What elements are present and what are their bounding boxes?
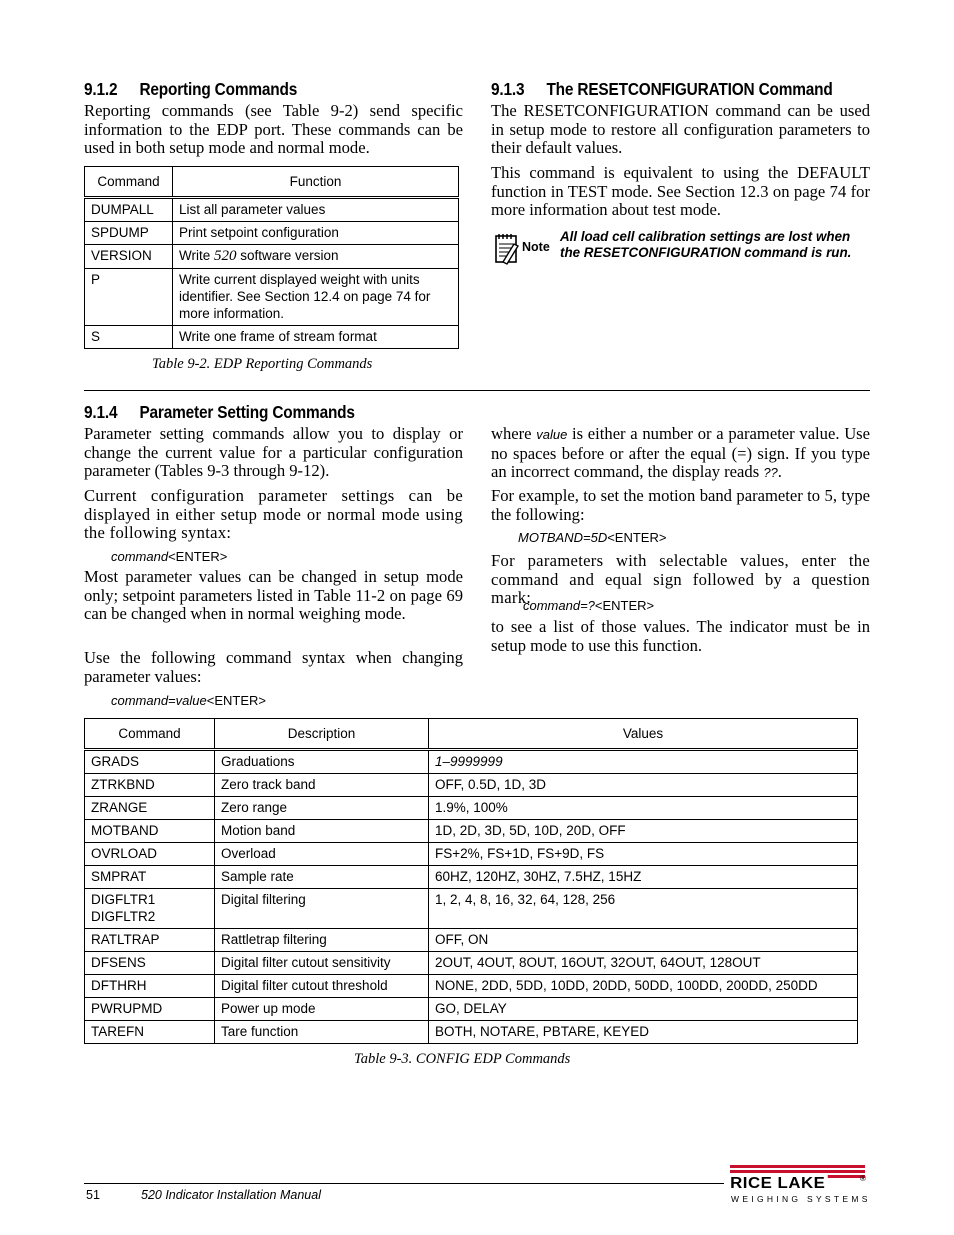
table-9-3 — [84, 718, 858, 1044]
section-title: Reporting Commands — [139, 79, 298, 99]
manual-title: 520 Indicator Installation Manual — [141, 1188, 321, 1202]
cell-description: Sample rate — [215, 866, 429, 889]
rice-lake-logo — [728, 1165, 870, 1205]
cell-command: SMPRAT — [85, 866, 215, 889]
cell-description: Rattletrap filtering — [215, 929, 429, 952]
cell-description: Motion band — [215, 820, 429, 843]
cell-description: Zero range — [215, 797, 429, 820]
page-number: 51 — [86, 1188, 100, 1202]
resetconfig-paragraph-2: This command is equivalent to using the DEFAULT function in TEST mode. See Section 12.3 on page 74 for more information about test mode. — [491, 163, 870, 220]
syntax-em: command — [111, 549, 169, 564]
cell-command: OVRLOAD — [85, 843, 215, 866]
text: where — [491, 424, 537, 443]
table-row — [85, 326, 459, 349]
cell-command: RATLTRAP — [85, 929, 215, 952]
cell-command: S — [85, 326, 173, 349]
cell-values: 1.9%, 100% — [429, 797, 858, 820]
syntax-em: command — [111, 693, 169, 708]
cell-description: Zero track band — [215, 774, 429, 797]
cell-description: Tare function — [215, 1021, 429, 1044]
table-row — [85, 245, 459, 269]
note-text: All load cell calibration settings are lost when the RESETCONFIGURATION command is run. — [560, 229, 852, 260]
cell-command: MOTBAND — [85, 820, 215, 843]
cell-command: ZTRKBND — [85, 774, 215, 797]
cell-values: OFF, 0.5D, 1D, 3D — [429, 774, 858, 797]
table-header-values: Values — [429, 719, 858, 750]
cell-values: 1D, 2D, 3D, 5D, 10D, 20D, OFF — [429, 820, 858, 843]
table-row — [85, 198, 459, 222]
cell-command: ZRANGE — [85, 797, 215, 820]
note-icon — [494, 232, 524, 266]
cell-command: TAREFN — [85, 1021, 215, 1044]
param-paragraph-2: Current configuration parameter settings can be displayed in either setup mode or normal mode using the following syntax: — [84, 486, 463, 543]
table-row — [85, 952, 858, 975]
logo-tagline: WEIGHING SYSTEMS — [731, 1194, 871, 1204]
syntax-rest: <ENTER> — [607, 530, 667, 545]
table-row — [85, 866, 858, 889]
cell-function: Write one frame of stream format — [173, 326, 459, 349]
cell-values: OFF, ON — [429, 929, 858, 952]
cell-command: DFTHRH — [85, 975, 215, 998]
resetconfig-paragraph-1: The RESETCONFIGURATION command can be used in setup mode to restore all configuration parameters to their default values. — [491, 101, 870, 158]
param-right-paragraph-3: For parameters with selectable values, enter the command and equal sign followed by a question mark: — [491, 551, 870, 608]
cell-command-line: DIGFLTR1 — [91, 892, 156, 907]
text-em: value — [536, 427, 568, 442]
table-row — [85, 269, 459, 326]
reporting-commands-paragraph: Reporting commands (see Table 9-2) send specific information to the EDP port. These commands can be used in both setup mode and normal mode. — [84, 101, 463, 158]
syntax-change — [111, 693, 266, 708]
param-paragraph-4: Use the following command syntax when changing parameter values: — [84, 648, 463, 686]
cell-description: Digital filtering — [215, 889, 429, 929]
cell-description: Graduations — [215, 750, 429, 774]
param-paragraph-1: Parameter setting commands allow you to display or change the current value for a particular configuration parameter (Tables 9-3 through 9-12). — [84, 424, 463, 481]
section-number: 9.1.4 — [84, 402, 118, 422]
syntax-rest: <ENTER> — [206, 693, 266, 708]
syntax-eq: = — [168, 693, 176, 708]
syntax-rest: <ENTER> — [594, 598, 655, 613]
table-row — [85, 820, 858, 843]
cell-values: 2OUT, 4OUT, 8OUT, 16OUT, 32OUT, 64OUT, 128OUT — [429, 952, 858, 975]
cell-values: BOTH, NOTARE, PBTARE, KEYED — [429, 1021, 858, 1044]
cell-function: Write current displayed weight with units identifier. See Section 12.4 on page 74 for more information. — [173, 269, 459, 326]
syntax-query — [523, 598, 654, 613]
param-paragraph-3: Most parameter values can be changed in setup mode only; setpoint parameters listed in Table 11-2 on page 69 can be changed when in normal weighing mode. — [84, 567, 463, 624]
cell-command-line: DIGFLTR2 — [91, 909, 156, 924]
syntax-display — [111, 549, 227, 564]
cell-function: Print setpoint configuration — [173, 222, 459, 245]
section-title: Parameter Setting Commands — [139, 402, 355, 422]
table-row — [85, 1021, 858, 1044]
syntax-motband — [518, 530, 666, 545]
text-em: ?? — [763, 465, 778, 481]
cell-command: P — [85, 269, 173, 326]
section-heading-9-1-3 — [491, 79, 833, 100]
cell-description: Overload — [215, 843, 429, 866]
table-row — [85, 929, 858, 952]
syntax-em: MOTBAND=5D — [518, 530, 608, 545]
cell-values: FS+2%, FS+1D, FS+9D, FS — [429, 843, 858, 866]
section-divider — [84, 390, 870, 391]
section-heading-9-1-2 — [84, 79, 297, 100]
table-row — [85, 797, 858, 820]
table-row — [85, 998, 858, 1021]
table-row — [85, 750, 858, 774]
table-header-command: Command — [85, 719, 215, 750]
param-right-paragraph-4: to see a list of those values. The indicator must be in setup mode to use this function. — [491, 617, 870, 655]
section-title: The RESETCONFIGURATION Command — [546, 79, 833, 99]
section-number: 9.1.2 — [84, 79, 118, 99]
table-row — [85, 975, 858, 998]
cell-values: 60HZ, 120HZ, 30HZ, 7.5HZ, 15HZ — [429, 866, 858, 889]
table-row — [85, 843, 858, 866]
cell-command: GRADS — [85, 750, 215, 774]
fn-text: software version — [236, 248, 339, 263]
table-header-command: Command — [85, 167, 173, 198]
cell-values: GO, DELAY — [429, 998, 858, 1021]
logo-wordmark: RICE LAKE — [728, 1175, 827, 1193]
cell-values: NONE, 2DD, 5DD, 10DD, 20DD, 50DD, 100DD, 200DD, 250DD — [429, 975, 858, 998]
cell-description: Digital filter cutout sensitivity — [215, 952, 429, 975]
cell-values: 1–9999999 — [429, 750, 858, 774]
table-9-3-caption: Table 9-3. CONFIG EDP Commands — [354, 1051, 571, 1067]
cell-command: DFSENS — [85, 952, 215, 975]
logo-registered-mark: ® — [860, 1174, 866, 1183]
table-row — [85, 222, 459, 245]
syntax-em: value — [175, 693, 207, 708]
param-right-paragraph-1 — [491, 425, 870, 483]
param-right-paragraph-2: For example, to set the motion band parameter to 5, type the following: — [491, 486, 870, 524]
syntax-rest: <ENTER> — [168, 549, 228, 564]
cell-command — [85, 889, 215, 929]
cell-command: DUMPALL — [85, 198, 173, 222]
cell-command: SPDUMP — [85, 222, 173, 245]
note-label: Note — [522, 240, 550, 254]
cell-command: VERSION — [85, 245, 173, 269]
text: . — [777, 462, 782, 482]
fn-text: Write — [179, 248, 215, 263]
cell-description: Power up mode — [215, 998, 429, 1021]
section-number: 9.1.3 — [491, 79, 525, 99]
cell-function — [173, 245, 459, 269]
table-9-2-caption: Table 9-2. EDP Reporting Commands — [152, 356, 373, 372]
cell-function: List all parameter values — [173, 198, 459, 222]
table-header-function: Function — [173, 167, 459, 198]
cell-description: Digital filter cutout threshold — [215, 975, 429, 998]
text: is either a number or a parameter value. Use no spaces before or after the equal (=) sign. If you type an incorrect command, the display reads — [491, 424, 870, 482]
table-row — [85, 889, 858, 929]
table-9-2 — [84, 166, 459, 349]
footer-rule — [84, 1183, 724, 1184]
table-row — [85, 774, 858, 797]
section-heading-9-1-4 — [84, 402, 355, 423]
cell-values: 1, 2, 4, 8, 16, 32, 64, 128, 256 — [429, 889, 858, 929]
table-header-description: Description — [215, 719, 429, 750]
cell-command: PWRUPMD — [85, 998, 215, 1021]
syntax-em: command=? — [523, 598, 595, 613]
fn-emphasis: 520 — [214, 248, 237, 264]
